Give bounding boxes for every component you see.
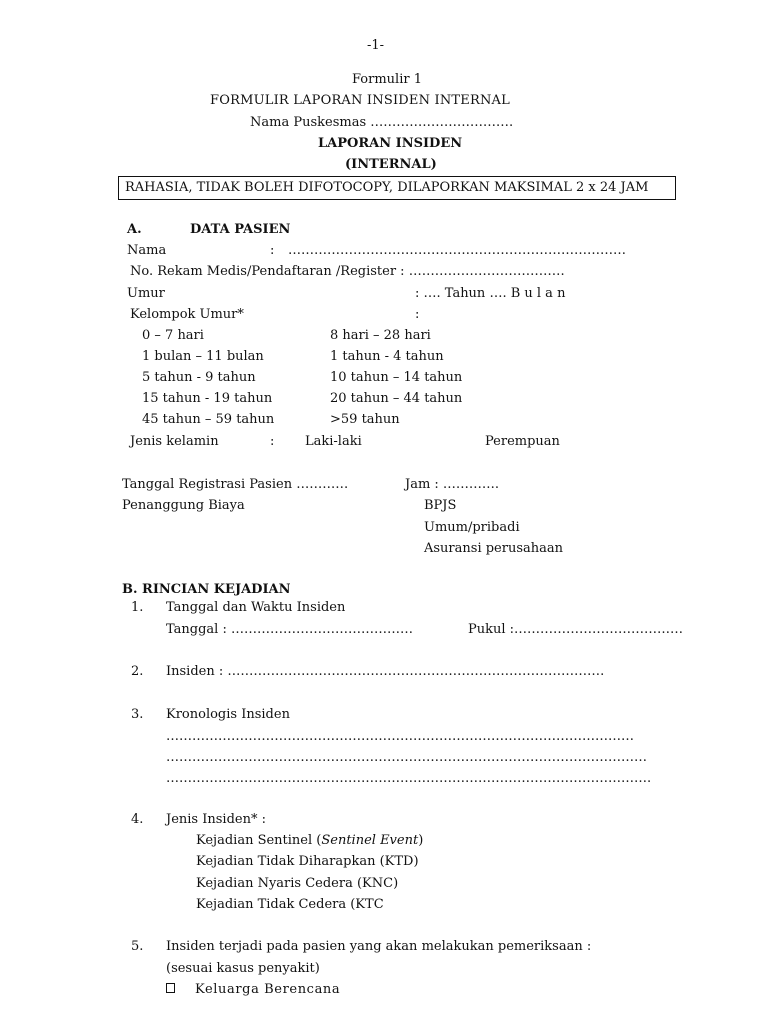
age-group-left: 1 bulan – 11 bulan bbox=[142, 349, 264, 364]
age-group-left: 45 tahun – 59 tahun bbox=[142, 412, 275, 427]
age-group-right: 20 tahun – 44 tahun bbox=[330, 391, 463, 406]
kronologis-line: ………………………………………………………………………………………………… bbox=[166, 750, 647, 765]
gender-male: Laki-laki bbox=[305, 434, 362, 449]
rekam-medis-line: No. Rekam Medis/Pendaftaran /Register : ……………………………… bbox=[130, 264, 565, 279]
incident-type-sentinel bbox=[196, 833, 423, 849]
item3-label: Kronologis Insiden bbox=[166, 707, 290, 722]
umur-label: Umur bbox=[127, 286, 165, 301]
item4-label: Jenis Insiden* : bbox=[166, 812, 266, 827]
age-group-left: 15 tahun - 19 tahun bbox=[142, 391, 273, 406]
confidential-box bbox=[118, 176, 676, 200]
gender-female: Perempuan bbox=[485, 434, 560, 449]
jenis-kelamin-label: Jenis kelamin bbox=[130, 434, 219, 449]
tanggal-registrasi: Tanggal Registrasi Pasien ………… bbox=[122, 477, 349, 492]
age-group-left: 0 – 7 hari bbox=[142, 328, 204, 343]
age-group-left: 5 tahun - 9 tahun bbox=[142, 370, 256, 385]
section-a-heading: DATA PASIEN bbox=[190, 222, 291, 237]
report-title: LAPORAN INSIDEN bbox=[318, 136, 463, 151]
nama-label: Nama bbox=[127, 243, 167, 258]
report-subtitle: (INTERNAL) bbox=[345, 157, 437, 172]
nama-colon: : bbox=[270, 243, 275, 258]
jenis-kelamin-colon: : bbox=[270, 434, 275, 449]
puskesmas-line: Nama Puskesmas …………………………… bbox=[250, 115, 514, 130]
age-group-right: 8 hari – 28 hari bbox=[330, 328, 431, 343]
nama-field: …………………………………………………………………… bbox=[288, 243, 626, 258]
kelompok-umur-colon: : bbox=[415, 307, 420, 322]
payer-option: BPJS bbox=[424, 498, 457, 513]
incident-type: Kejadian Nyaris Cedera (KNC) bbox=[196, 876, 399, 891]
age-group-right: 10 tahun – 14 tahun bbox=[330, 370, 463, 385]
kelompok-umur-label: Kelompok Umur* bbox=[130, 307, 244, 322]
item-number: 2. bbox=[131, 664, 144, 679]
tanggal-field: Tanggal : …………………………………… bbox=[166, 622, 413, 637]
insiden-field: Insiden : …………………………………………………………………………… bbox=[166, 664, 605, 679]
section-b-heading: B. RINCIAN KEJADIAN bbox=[122, 582, 291, 597]
item1-label: Tanggal dan Waktu Insiden bbox=[166, 600, 346, 615]
item5-label: Insiden terjadi pada pasien yang akan melakukan pemeriksaan : bbox=[166, 939, 592, 954]
form-label: Formulir 1 bbox=[352, 72, 422, 87]
item-number: 3. bbox=[131, 707, 144, 722]
checkbox-keluarga-berencana[interactable] bbox=[166, 983, 175, 993]
incident-type: Kejadian Tidak Diharapkan (KTD) bbox=[196, 854, 419, 869]
item5-sub: (sesuai kasus penyakit) bbox=[166, 961, 320, 976]
item-number: 4. bbox=[131, 812, 144, 827]
page-number: -1- bbox=[367, 38, 385, 53]
jam-field: Jam : …………. bbox=[405, 477, 500, 492]
item-number: 5. bbox=[131, 939, 144, 954]
age-group-right: 1 tahun - 4 tahun bbox=[330, 349, 444, 364]
incident-type-prefix: Kejadian Sentinel ( bbox=[196, 833, 322, 848]
item-number: 1. bbox=[131, 600, 144, 615]
age-group-right: >59 tahun bbox=[330, 412, 400, 427]
umur-value: : …. Tahun …. B u l a n bbox=[415, 286, 566, 301]
section-a-number: A. bbox=[127, 222, 142, 237]
incident-type-italic: Sentinel Event bbox=[321, 833, 419, 848]
pukul-field: Pukul :………………………………… bbox=[468, 622, 684, 637]
incident-type: Kejadian Tidak Cedera (KTC bbox=[196, 897, 384, 912]
confidential-notice: RAHASIA, TIDAK BOLEH DIFOTOCOPY, DILAPORKAN MAKSIMAL 2 x 24 JAM bbox=[125, 180, 649, 195]
kronologis-line: …………………………………………………………………………………………………. bbox=[166, 771, 652, 786]
incident-type-suffix: ) bbox=[418, 833, 424, 848]
penanggung-biaya-label: Penanggung Biaya bbox=[122, 498, 245, 513]
payer-option: Umum/pribadi bbox=[424, 520, 520, 535]
payer-option: Asuransi perusahaan bbox=[424, 541, 564, 556]
kronologis-line: ……………………………………………………………………………………………… bbox=[166, 729, 634, 744]
form-title: FORMULIR LAPORAN INSIDEN INTERNAL bbox=[210, 93, 510, 108]
option-keluarga-berencana: Keluarga Berencana bbox=[195, 982, 341, 997]
